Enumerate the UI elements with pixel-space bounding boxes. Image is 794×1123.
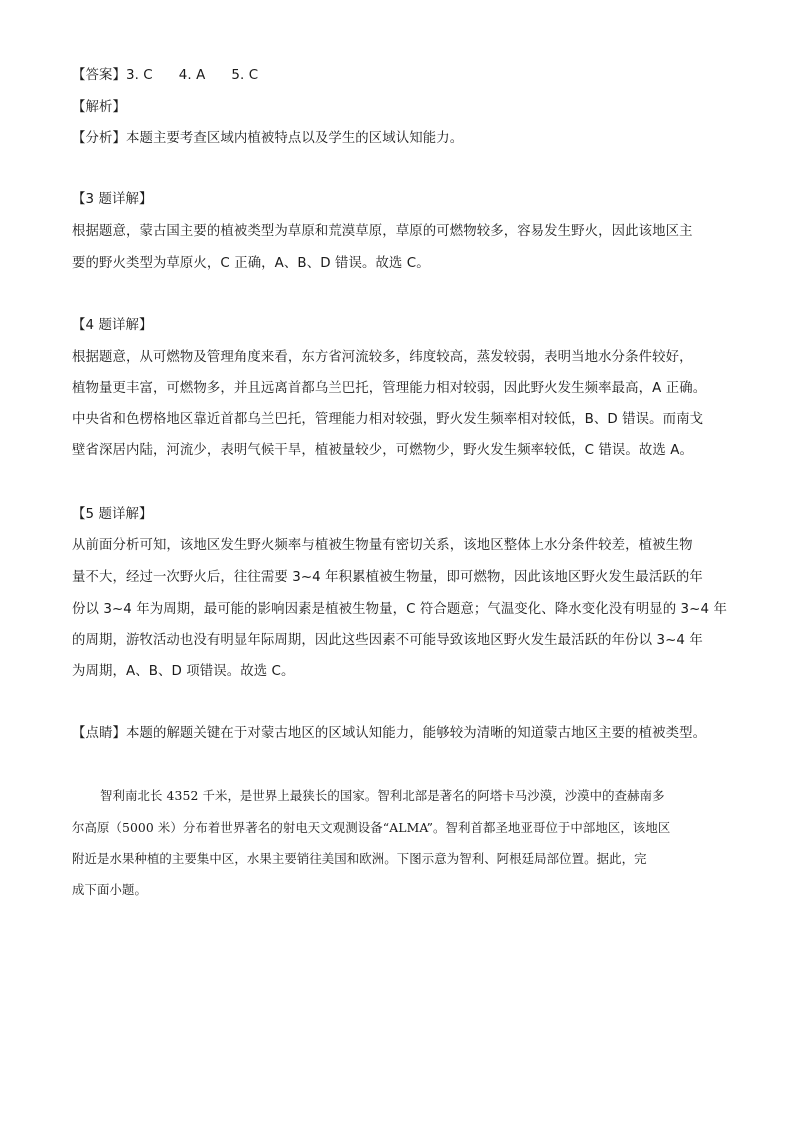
- q4-line: 植物量更丰富，可燃物多，并且远离首都乌兰巴托，管理能力相对较弱，因此野火发生频率最高，A 正确。: [72, 381, 707, 396]
- dianjing-text: 本题的解题关键在于对蒙古地区的区域认知能力，能够较为清晰的知道蒙古地区主要的植被类型。: [125, 726, 707, 741]
- dianjing-line: [72, 724, 706, 744]
- answer-item: 3. C: [125, 68, 153, 83]
- answer-item: 4. A: [178, 68, 206, 83]
- answer-line: [72, 66, 258, 86]
- fenxi-line: [72, 129, 463, 149]
- passage-line: 成下面小题。: [72, 882, 147, 897]
- q4-line: 壁省深居内陆，河流少，表明气候干旱，植被量较少，可燃物少，野火发生频率较低，C 错误。故选 A。: [72, 443, 694, 458]
- passage-line: 智利南北长 4352 千米，是世界上最狭长的国家。智利北部是著名的阿塔卡马沙漠，沙漠中的查赫南多: [100, 788, 665, 803]
- fenxi-text: 本题主要考查区域内植被特点以及学生的区域认知能力。: [125, 131, 464, 146]
- analysis-heading: 【解析】: [72, 100, 126, 115]
- q3-heading: 【3 题详解】: [72, 192, 153, 207]
- q5-line: 为周期，A、B、D 项错误。故选 C。: [72, 664, 295, 679]
- analysis-label: 解析: [85, 100, 113, 115]
- q4-line: 中央省和色楞格地区靠近首都乌兰巴托，管理能力相对较强，野火发生频率相对较低，B、D 错误。而南戈: [72, 412, 704, 427]
- q5-line: 从前面分析可知，该地区发生野火频率与植被生物量有密切关系，该地区整体上水分条件较差，植被生物: [72, 538, 693, 553]
- q5-line: 量不大，经过一次野火后，往往需要 3~4 年积累植被生物量，即可燃物，因此该地区野火发生最活跃的年: [72, 570, 703, 585]
- q3-line: 根据题意，蒙古国主要的植被类型为草原和荒漠草原，草原的可燃物较多，容易发生野火，因此该地区主: [72, 224, 693, 239]
- answer-item: 5. C: [231, 68, 259, 83]
- q4-line: 根据题意，从可燃物及管理角度来看，东方省河流较多，纬度较高，蒸发较弱，表明当地水分条件较好，: [72, 350, 693, 365]
- answer-label: 【答案】: [72, 68, 126, 83]
- dianjing-label: 【点睛】: [72, 726, 126, 741]
- q3-line: 要的野火类型为草原火，C 正确，A、B、D 错误。故选 C。: [72, 256, 430, 271]
- fenxi-label: 【分析】: [72, 131, 126, 146]
- q5-line: 的周期，游牧活动也没有明显年际周期，因此这些因素不可能导致该地区野火发生最活跃的年份以 3~4 年: [72, 633, 703, 648]
- q5-line: 份以 3~4 年为周期，最可能的影响因素是植被生物量，C 符合题意；气温变化、降水变化没有明显的 3~4 年: [72, 602, 727, 617]
- passage-line: 附近是水果种植的主要集中区，水果主要销往美国和欧洲。下图示意为智利、阿根廷局部位置。据此，完: [72, 851, 647, 866]
- q4-heading: 【4 题详解】: [72, 318, 153, 333]
- passage-line: 尔高原（5000 米）分布着世界著名的射电天文观测设备“ALMA”。智利首都圣地亚哥位于中部地区，该地区: [72, 820, 671, 835]
- q5-heading: 【5 题详解】: [72, 507, 153, 522]
